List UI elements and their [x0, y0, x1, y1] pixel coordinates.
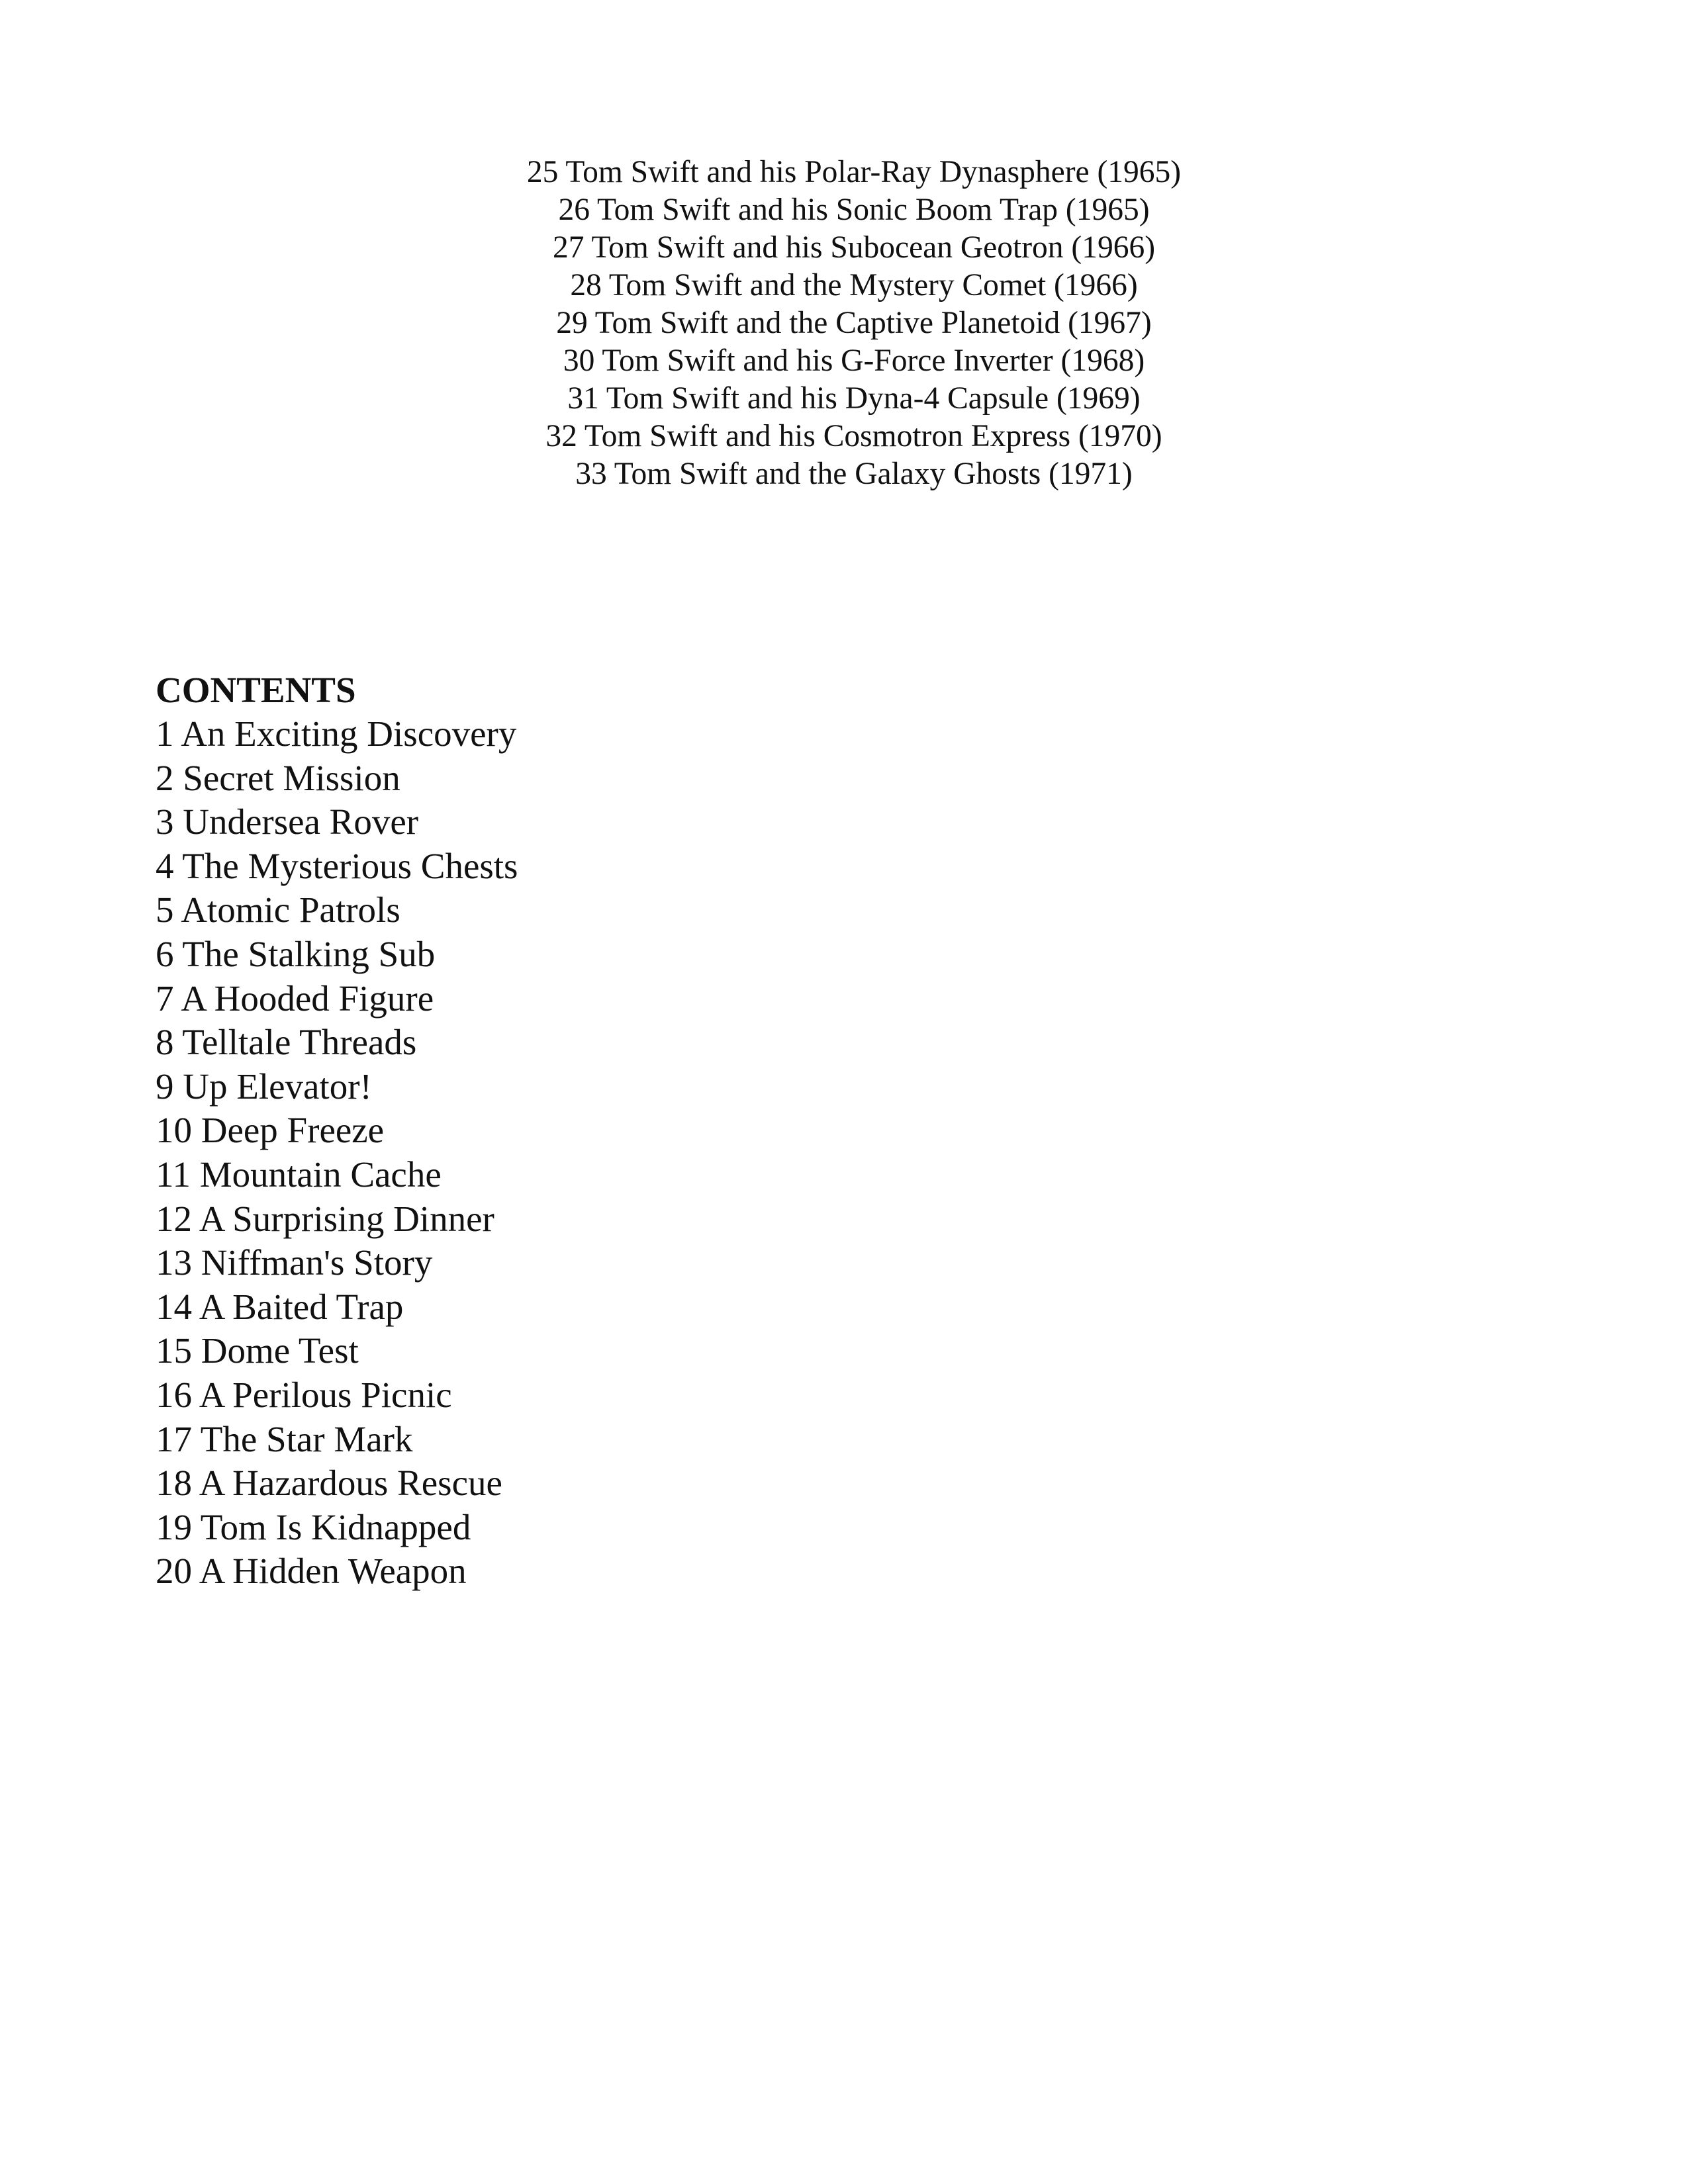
chapter-entry: 2 Secret Mission — [156, 757, 400, 798]
chapter-entry: 16 A Perilous Picnic — [156, 1374, 452, 1415]
chapter-entry: 15 Dome Test — [156, 1330, 359, 1371]
chapter-entry: 20 A Hidden Weapon — [156, 1551, 467, 1592]
series-book-entry: 25 Tom Swift and his Polar-Ray Dynasphere (1965) — [526, 155, 1182, 189]
chapter-entry: 3 Undersea Rover — [156, 801, 419, 842]
series-book-entry: 29 Tom Swift and the Captive Planetoid (1967) — [556, 306, 1152, 340]
contents-heading: CONTENTS — [156, 670, 356, 710]
table-of-contents — [156, 668, 1149, 1594]
chapter-entry: 10 Deep Freeze — [156, 1110, 385, 1151]
chapter-entry: 11 Mountain Cache — [156, 1154, 442, 1195]
chapter-entry: 14 A Baited Trap — [156, 1286, 404, 1327]
series-book-entry: 28 Tom Swift and the Mystery Comet (1966) — [570, 268, 1138, 302]
series-book-entry: 32 Tom Swift and his Cosmotron Express (1970) — [545, 419, 1162, 453]
chapter-entry: 8 Telltale Threads — [156, 1022, 417, 1063]
chapter-list — [156, 712, 1149, 1594]
chapter-entry: 1 An Exciting Discovery — [156, 713, 517, 754]
chapter-entry: 7 A Hooded Figure — [156, 978, 434, 1019]
series-book-entry: 26 Tom Swift and his Sonic Boom Trap (1965) — [558, 193, 1150, 227]
chapter-entry: 17 The Star Mark — [156, 1418, 413, 1459]
series-book-entry: 33 Tom Swift and the Galaxy Ghosts (1971) — [575, 457, 1133, 491]
chapter-entry: 13 Niffman's Story — [156, 1242, 433, 1283]
chapter-entry: 5 Atomic Patrols — [156, 889, 400, 931]
series-book-entry: 30 Tom Swift and his G-Force Inverter (1968) — [563, 343, 1145, 378]
chapter-entry: 12 A Surprising Dinner — [156, 1198, 494, 1239]
chapter-entry: 9 Up Elevator! — [156, 1066, 372, 1107]
chapter-entry: 6 The Stalking Sub — [156, 933, 436, 974]
chapter-entry: 19 Tom Is Kidnapped — [156, 1506, 471, 1547]
chapter-entry: 18 A Hazardous Rescue — [156, 1463, 502, 1504]
series-book-entry: 27 Tom Swift and his Subocean Geotron (1966) — [552, 230, 1156, 265]
series-book-entry: 31 Tom Swift and his Dyna-4 Capsule (1969) — [567, 381, 1141, 416]
chapter-entry: 4 The Mysterious Chests — [156, 845, 518, 886]
series-book-list — [0, 154, 1688, 493]
